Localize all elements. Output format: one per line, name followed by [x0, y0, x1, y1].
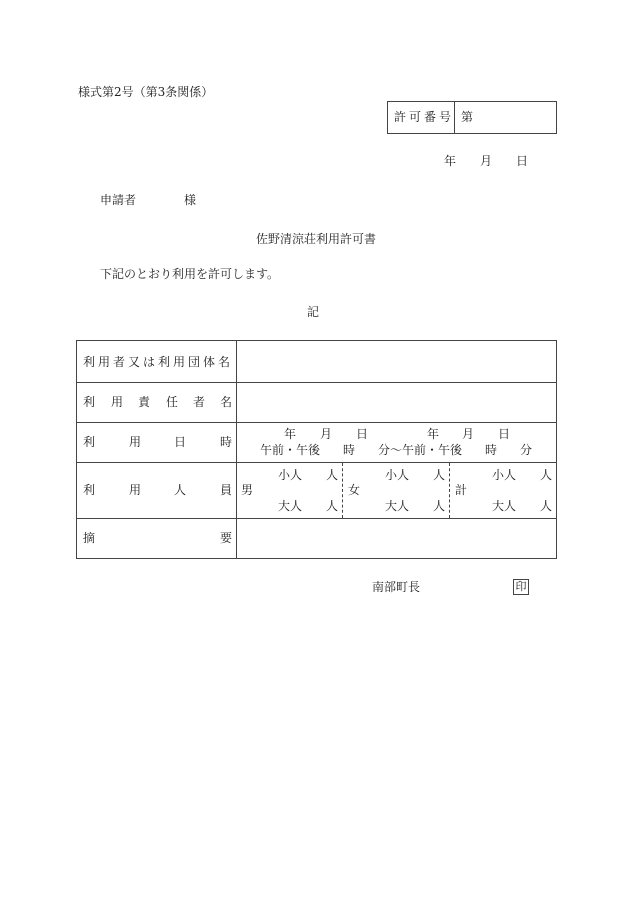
row-remarks-label-1: 摘: [83, 531, 96, 545]
row-people-label-1: 利: [83, 483, 96, 497]
row-manager-label-6: 名: [220, 395, 233, 409]
total-adult-label: 大人: [492, 499, 517, 513]
row-datetime-label-2: 用: [129, 435, 142, 449]
date-day: 日: [516, 154, 529, 168]
table-row-line-2: [76, 422, 556, 423]
row-user-name-label: 利用者又は利用団体名: [83, 355, 234, 369]
start-hour: 時: [343, 443, 356, 457]
end-month: 月: [462, 427, 475, 441]
row-people-label-2: 用: [129, 483, 142, 497]
start-ampm: 午前・午後: [260, 443, 321, 457]
total-child-unit: 人: [540, 468, 553, 482]
row-manager-label-4: 任: [166, 395, 179, 409]
permit-number-value: 第: [461, 110, 474, 124]
permit-number-divider: [454, 101, 455, 133]
male-label: 男: [241, 483, 254, 497]
row-manager-label-2: 用: [111, 395, 124, 409]
female-adult-unit: 人: [433, 499, 446, 513]
male-adult-unit: 人: [326, 499, 339, 513]
row-manager-label-1: 利: [83, 395, 96, 409]
table-label-divider: [236, 340, 237, 558]
row-people-label-3: 人: [174, 483, 187, 497]
start-minute-to: 分〜: [378, 443, 403, 457]
end-year: 年: [427, 427, 440, 441]
male-adult-label: 大人: [278, 499, 303, 513]
row-datetime-label-1: 利: [83, 435, 96, 449]
people-divider-1: [342, 463, 343, 518]
female-label: 女: [348, 483, 361, 497]
total-adult-unit: 人: [540, 499, 553, 513]
applicant-honorific: 様: [184, 193, 197, 207]
male-child-label: 小人: [278, 468, 303, 482]
total-label: 計: [455, 483, 468, 497]
end-hour: 時: [485, 443, 498, 457]
male-child-unit: 人: [326, 468, 339, 482]
start-day: 日: [356, 427, 369, 441]
end-day: 日: [498, 427, 511, 441]
body-text: 下記のとおり利用を許可します。: [100, 267, 280, 281]
end-minute: 分: [520, 443, 533, 457]
female-child-unit: 人: [433, 468, 446, 482]
applicant-label: 申請者: [100, 193, 137, 207]
permit-number-label: 許可番号: [394, 110, 455, 124]
row-datetime-label-3: 日: [174, 435, 187, 449]
date-month: 月: [480, 154, 493, 168]
table-row-line-3: [76, 462, 556, 463]
people-divider-2: [449, 463, 450, 518]
row-manager-label-3: 責: [138, 395, 151, 409]
row-people-label-4: 員: [220, 483, 233, 497]
row-datetime-label-4: 時: [220, 435, 233, 449]
row-remarks-label-2: 要: [220, 531, 233, 545]
document-title: 佐野清涼荘利用許可書: [256, 232, 377, 246]
table-row-line-1: [76, 382, 556, 383]
table-row-line-4: [76, 518, 556, 519]
end-ampm: 午前・午後: [402, 443, 463, 457]
ki-mark: 記: [307, 305, 320, 319]
row-manager-label-5: 者: [193, 395, 206, 409]
date-year: 年: [444, 154, 457, 168]
form-number: 様式第2号（第3条関係）: [78, 85, 214, 99]
female-adult-label: 大人: [385, 499, 410, 513]
seal-stamp: 印: [513, 579, 529, 595]
start-month: 月: [320, 427, 333, 441]
start-year: 年: [284, 427, 297, 441]
mayor-label: 南部町長: [372, 580, 421, 594]
female-child-label: 小人: [385, 468, 410, 482]
total-child-label: 小人: [492, 468, 517, 482]
